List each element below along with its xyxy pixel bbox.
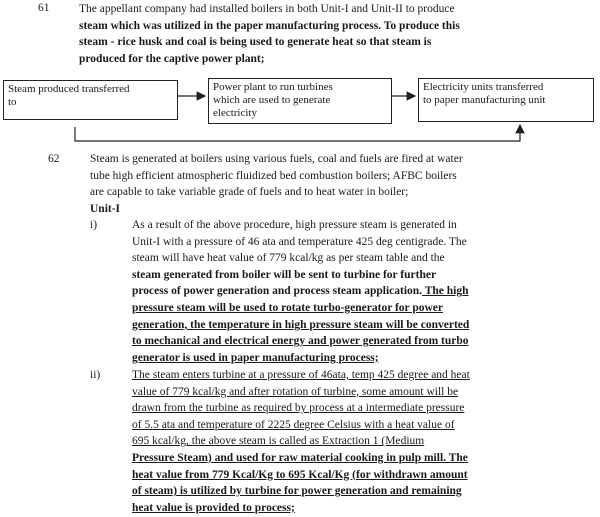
item-ii-line: Pressure Steam) and used for raw material cooking in pulp mill. The bbox=[132, 451, 468, 464]
item-i-line: Unit-I with a pressure of 46 ata and temperature 425 deg centigrade. The bbox=[132, 235, 467, 248]
paragraph-62-line: Steam is generated at boilers using various fuels, coal and fuels are fired at water bbox=[90, 153, 463, 165]
flow-box-line: Power plant to run turbines bbox=[213, 81, 333, 93]
item-ii-line: The steam enters turbine at a pressure of 46ata, temp 425 degree and heat bbox=[132, 369, 470, 381]
item-i-line: steam will have heat value of 779 kcal/kg as per steam table and the bbox=[132, 252, 445, 265]
paragraph-62 bbox=[90, 151, 463, 217]
paragraph-62-line: are capable to take variable grade of fuels and to heat water in boiler; bbox=[90, 186, 409, 199]
item-i-line: process of power generation and process steam application. bbox=[132, 285, 423, 298]
item-ii-line: of steam) is utilized by turbine for power generation and remaining bbox=[132, 485, 462, 498]
flow-box-line: Electricity units transferred bbox=[423, 81, 544, 93]
item-ii bbox=[132, 367, 470, 516]
paragraph-61-line: The appellant company had installed boilers in both Unit-I and Unit-II to produce bbox=[79, 3, 455, 15]
item-i-line: steam generated from boiler will be sent to turbine for further bbox=[132, 268, 437, 281]
paragraph-number-61: 61 bbox=[38, 2, 50, 14]
item-ii-line: value of 779 kcal/kg and after rotation of turbine, some amount will be bbox=[132, 385, 459, 398]
item-ii-line: 695 kcal/kg, the above steam is called as Extraction 1 (Medium bbox=[132, 435, 425, 448]
flow-box-line: to paper manufacturing unit bbox=[423, 94, 546, 106]
flow-box-line: Steam produced transferred bbox=[8, 83, 130, 95]
item-i-line: to mechanical and electrical energy and power generated from turbo bbox=[132, 335, 469, 348]
paragraph-61-line: produced for the captive power plant; bbox=[79, 52, 265, 65]
item-i-line: pressure steam will be used to rotate turbo-generator for power bbox=[132, 301, 443, 314]
item-i bbox=[132, 217, 469, 366]
paragraph-62-line: tube high efficient atmospheric fluidized bed combustion boilers; AFBC boilers bbox=[90, 169, 457, 182]
item-ii-line: drawn from the turbine as required by process at a intermediate pressure bbox=[132, 402, 465, 415]
flow-box-line: which are used to generate bbox=[213, 94, 331, 106]
paragraph-61-line: steam - rice husk and coal is being used to generate heat so that steam is bbox=[79, 36, 432, 49]
item-ii-line: heat value is provided to process; bbox=[132, 501, 295, 514]
flow-box-steam-produced bbox=[3, 80, 178, 120]
item-ii-line: of 5.5 ata and temperature of 2225 degree Celsius with a heat value of bbox=[132, 418, 455, 431]
item-i-line: generator is used in paper manufacturing process; bbox=[132, 351, 379, 364]
arrow-return-loop bbox=[75, 125, 520, 141]
unit-heading: Unit-I bbox=[90, 202, 121, 215]
flow-box-line: to bbox=[8, 96, 17, 108]
paragraph-number-62: 62 bbox=[48, 153, 60, 165]
item-marker-i: i) bbox=[90, 219, 98, 231]
item-i-line: As a result of the above procedure, high pressure steam is generated in bbox=[132, 219, 457, 231]
flow-box-line: electricity bbox=[213, 107, 257, 119]
item-ii-line: heat value from 779 Kcal/Kg to 695 Kcal/Kg (for withdrawn amount bbox=[132, 468, 468, 481]
item-i-line: generation, the temperature in high pressure steam will be converted bbox=[132, 318, 470, 331]
flow-box-electricity-units bbox=[418, 78, 594, 122]
flow-box-power-plant bbox=[208, 78, 392, 124]
paragraph-61-line: steam which was utilized in the paper manufacturing process. To produce this bbox=[79, 19, 460, 32]
item-i-line: The high bbox=[422, 285, 469, 298]
item-marker-ii: ii) bbox=[90, 369, 101, 381]
